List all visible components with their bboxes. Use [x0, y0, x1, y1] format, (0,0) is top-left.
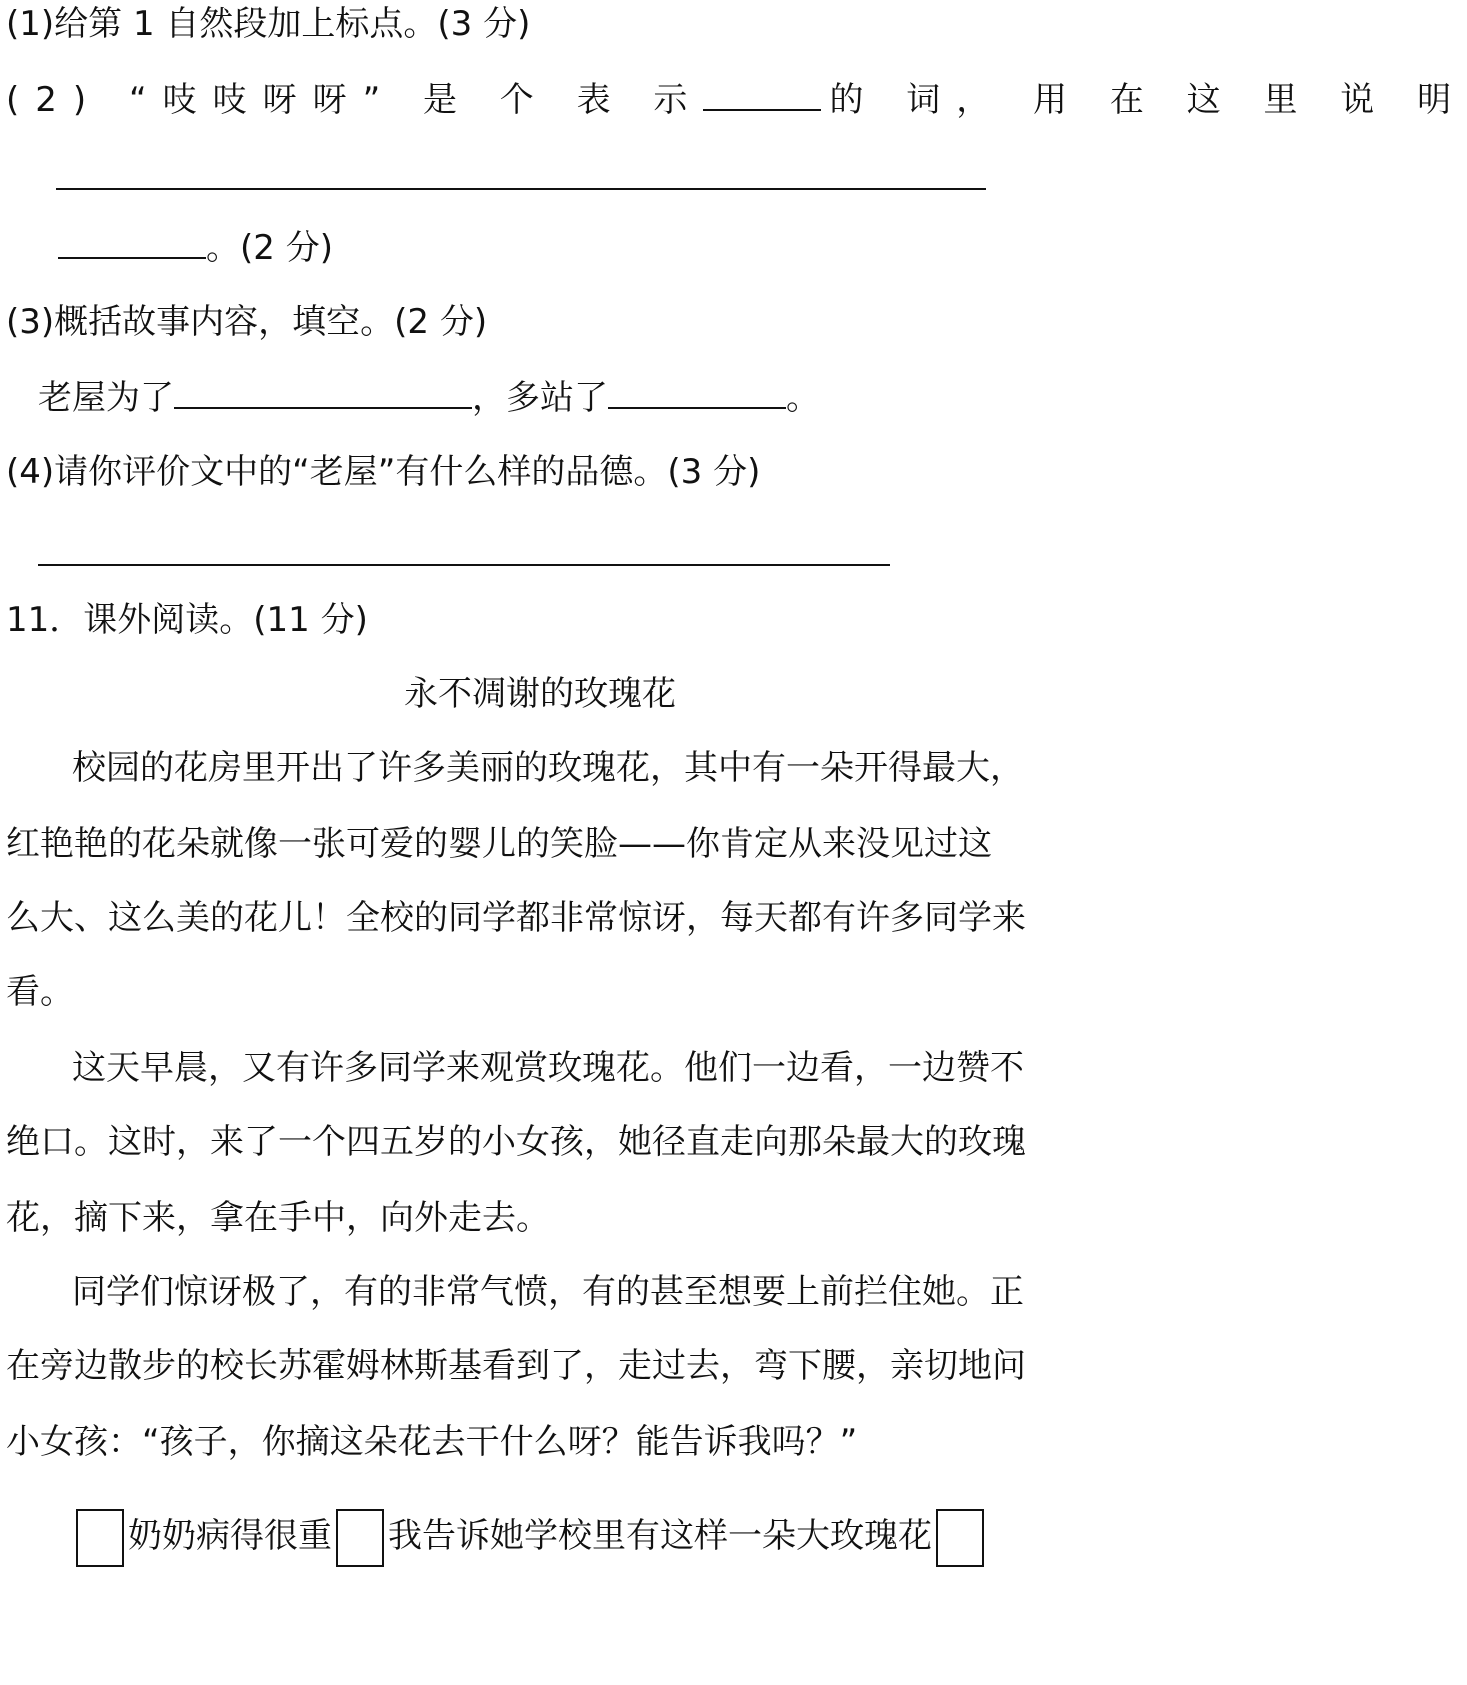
- punctuation-box[interactable]: [936, 1509, 984, 1567]
- passage-title: 永不凋谢的玫瑰花: [404, 674, 676, 714]
- question-2-part-b: 的 词， 用 在 这 里 说 明: [829, 80, 1467, 120]
- question-3: (3)概括故事内容，填空。(2 分): [6, 302, 488, 342]
- passage-line: 这天早晨，又有许多同学来观赏玫瑰花。他们一边看，一边赞不: [72, 1048, 1024, 1088]
- punctuation-box[interactable]: [76, 1509, 124, 1567]
- answer-blank[interactable]: [608, 377, 786, 409]
- question-2: [6, 78, 1467, 122]
- fill-text-b: ，多站了: [472, 378, 608, 418]
- question-2-part-a: (2) “吱吱呀呀” 是 个 表 示: [6, 80, 704, 120]
- fill-text-a: 老屋为了: [38, 378, 174, 418]
- passage-fragment: 奶奶病得很重: [128, 1516, 332, 1556]
- passage-line: 么大、这么美的花儿！全校的同学都非常惊讶，每天都有许多同学来: [6, 898, 1026, 938]
- question-4: (4)请你评价文中的“老屋”有什么样的品德。(3 分): [6, 452, 761, 492]
- passage-line: 红艳艳的花朵就像一张可爱的婴儿的笑脸——你肯定从来没见过这: [6, 824, 992, 864]
- passage-line: 同学们惊讶极了，有的非常气愤，有的甚至想要上前拦住她。正: [72, 1272, 1024, 1312]
- answer-line[interactable]: [56, 188, 986, 190]
- passage-line: 校园的花房里开出了许多美丽的玫瑰花，其中有一朵开得最大，: [72, 748, 1024, 788]
- question-1: (1)给第 1 自然段加上标点。(3 分): [6, 4, 531, 44]
- punctuation-box[interactable]: [336, 1509, 384, 1567]
- answer-blank[interactable]: [58, 227, 206, 259]
- passage-line: 绝口。这时，来了一个四五岁的小女孩，她径直走向那朵最大的玫瑰: [6, 1122, 1026, 1162]
- answer-blank[interactable]: [703, 79, 821, 111]
- fill-text-c: 。: [786, 378, 820, 418]
- question-3-fill: [38, 376, 820, 420]
- question-2-part-c: 。(2 分): [206, 228, 333, 268]
- passage-line: 花，摘下来，拿在手中，向外走去。: [6, 1198, 550, 1238]
- answer-line[interactable]: [38, 564, 890, 566]
- passage-line-with-boxes: [72, 1506, 988, 1567]
- question-2-tail: [58, 226, 333, 270]
- passage-line: 看。: [6, 972, 74, 1012]
- answer-blank[interactable]: [174, 377, 472, 409]
- passage-line: 在旁边散步的校长苏霍姆林斯基看到了，走过去，弯下腰，亲切地问: [6, 1346, 1026, 1386]
- section-heading: 11．课外阅读。(11 分): [6, 600, 368, 640]
- passage-fragment: 我告诉她学校里有这样一朵大玫瑰花: [388, 1516, 932, 1556]
- passage-line: 小女孩：“孩子，你摘这朵花去干什么呀？能告诉我吗？”: [6, 1422, 858, 1462]
